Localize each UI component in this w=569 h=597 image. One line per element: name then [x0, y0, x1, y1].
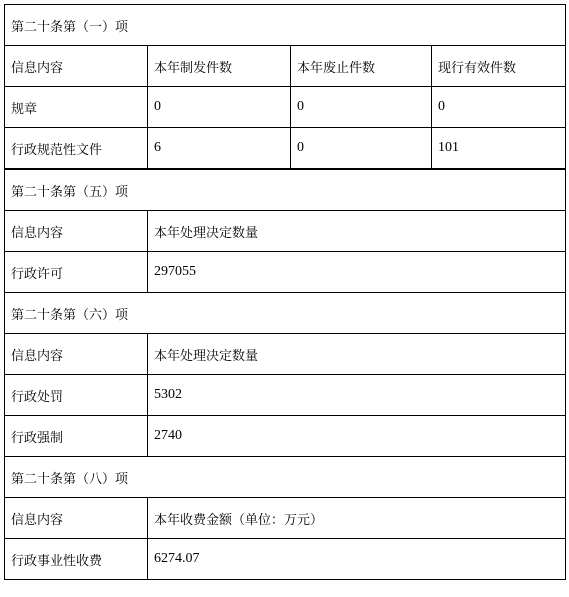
- issued-value: 6: [148, 128, 291, 170]
- section-4-title-row: [5, 457, 566, 498]
- table-row: [5, 539, 566, 580]
- decision-value: 2740: [148, 416, 566, 457]
- section-3-title-row: [5, 293, 566, 334]
- info-disclosure-table: [4, 4, 566, 580]
- abolished-value: 0: [291, 87, 432, 128]
- valid-value: 101: [432, 128, 566, 170]
- decision-value: 5302: [148, 375, 566, 416]
- abolished-value: 0: [291, 128, 432, 170]
- fee-value: 6274.07: [148, 539, 566, 580]
- decision-value: 297055: [148, 252, 566, 293]
- valid-value: 0: [432, 87, 566, 128]
- issued-value: 0: [148, 87, 291, 128]
- header-decision-count: 本年处理决定数量: [148, 334, 566, 375]
- header-info-content: 信息内容: [5, 334, 148, 375]
- section-4-header-row: [5, 498, 566, 539]
- header-decision-count: 本年处理决定数量: [148, 211, 566, 252]
- table-row: [5, 416, 566, 457]
- header-info-content: 信息内容: [5, 498, 148, 539]
- row-label: 行政强制: [5, 416, 148, 457]
- table-row: [5, 252, 566, 293]
- row-label: 行政许可: [5, 252, 148, 293]
- section-4-title: 第二十条第（八）项: [5, 457, 566, 498]
- section-1-title: 第二十条第（一）项: [5, 5, 566, 46]
- header-abolished-count: 本年废止件数: [291, 46, 432, 87]
- section-1-header-row: [5, 46, 566, 87]
- header-info-content: 信息内容: [5, 46, 148, 87]
- row-label: 行政事业性收费: [5, 539, 148, 580]
- section-3-title: 第二十条第（六）项: [5, 293, 566, 334]
- section-2-title: 第二十条第（五）项: [5, 169, 566, 211]
- section-1-title-row: [5, 5, 566, 46]
- header-issued-count: 本年制发件数: [148, 46, 291, 87]
- header-valid-count: 现行有效件数: [432, 46, 566, 87]
- table-row: [5, 87, 566, 128]
- row-label: 规章: [5, 87, 148, 128]
- header-info-content: 信息内容: [5, 211, 148, 252]
- section-3-header-row: [5, 334, 566, 375]
- section-2-title-row: [5, 169, 566, 211]
- table-row: [5, 128, 566, 170]
- section-2-header-row: [5, 211, 566, 252]
- table-row: [5, 375, 566, 416]
- row-label: 行政处罚: [5, 375, 148, 416]
- header-fee-amount: 本年收费金额（单位：万元）: [148, 498, 566, 539]
- row-label: 行政规范性文件: [5, 128, 148, 170]
